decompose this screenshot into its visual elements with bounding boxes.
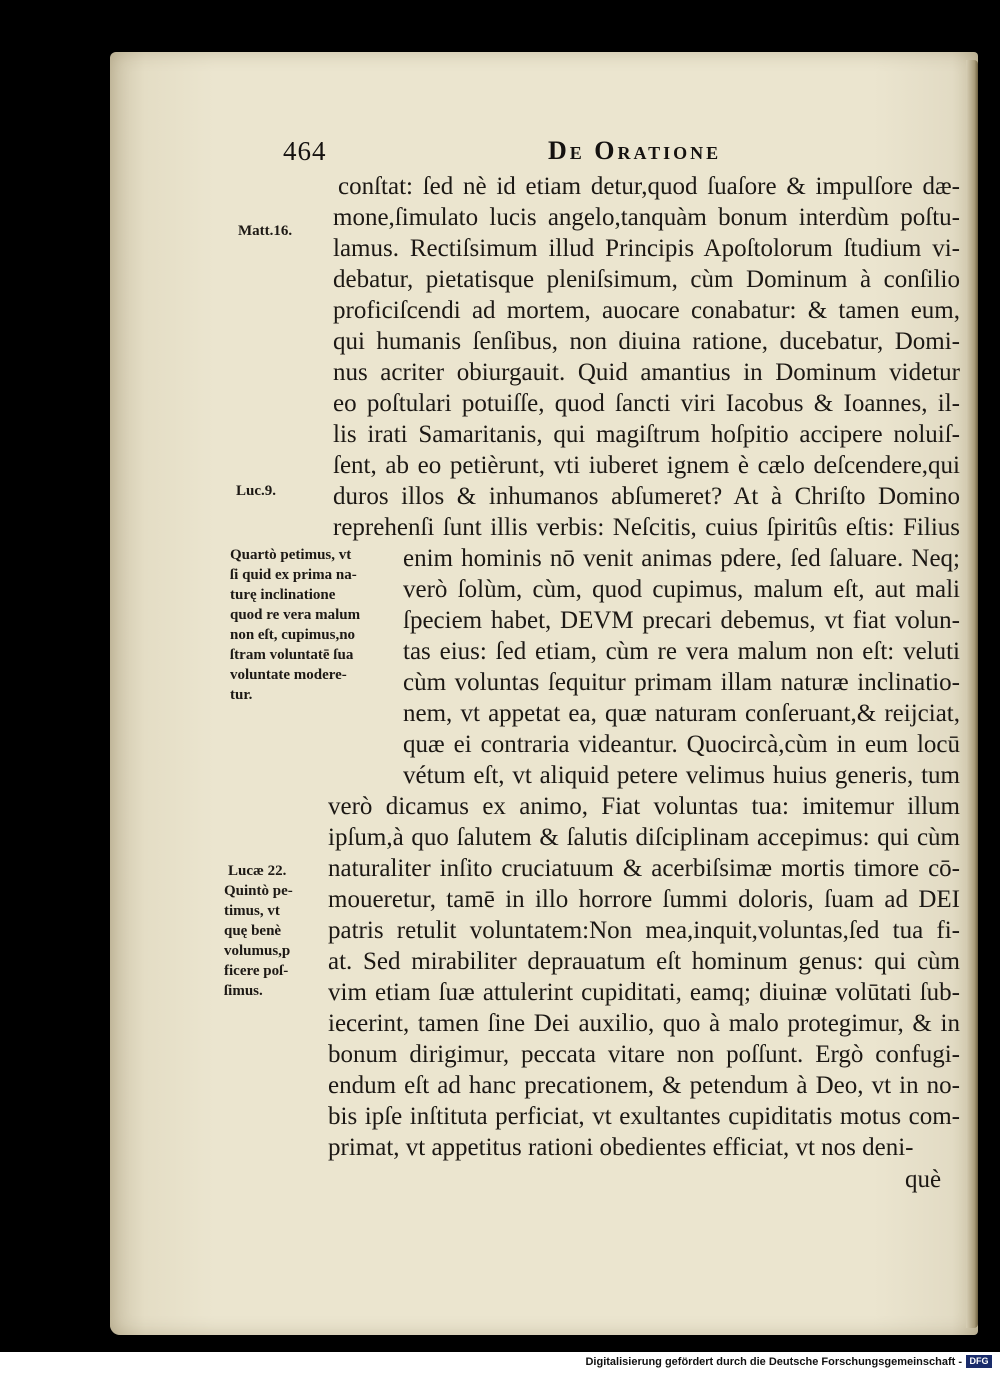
- text-line: ipſum,à quo ſalutem & ſalutis diſciplinam accepimus: qui cùm: [328, 824, 960, 851]
- margin-note: volumus,p: [224, 943, 291, 959]
- catchword: què: [905, 1166, 942, 1193]
- margin-note: ſtram voluntatē ſua: [230, 647, 354, 663]
- margin-note: tur.: [230, 687, 253, 703]
- margin-note: non eſt, cupimus,no: [230, 627, 356, 643]
- text-line: nem, vt appetat ea, quæ naturam conſeruant,& reijciat,: [403, 700, 960, 727]
- margin-note: Lucæ 22.: [228, 863, 287, 879]
- text-line: verò dicamus ex animo, Fiat voluntas tua: imitemur illum: [328, 793, 960, 820]
- margin-note: Luc.9.: [236, 483, 277, 499]
- margin-note: ſimus.: [224, 983, 263, 999]
- text-line: conſtat: ſed nè id etiam detur,quod ſuaſore & impulſore dæ-: [338, 173, 960, 200]
- margin-note: voluntate modere-: [230, 667, 347, 683]
- dfg-logo-icon: DFG: [966, 1355, 992, 1368]
- text-line: vétum eſt, vt aliquid petere velimus huius generis, tum: [403, 762, 960, 789]
- text-line: verò ſolùm, cùm, quod cupimus, malum eſt, aut mali: [403, 576, 960, 603]
- margin-note: quę benè: [224, 923, 282, 939]
- text-line: bonum dirigimur, peccata vitare non poſſunt. Ergò confugi-: [328, 1041, 960, 1068]
- text-line: reprehenſi ſunt illis verbis: Neſcitis, cuius ſpiritûs eſtis: Filius: [333, 514, 960, 541]
- margin-note: quod re vera malum: [230, 607, 361, 623]
- digitization-credit: Digitalisierung gefördert durch die Deutsche Forschungsgemeinschaft -: [585, 1356, 962, 1368]
- text-line: at. Sed mirabiliter deprauatum eſt hominum genus: qui cùm: [328, 948, 960, 975]
- margin-note: Matt.16.: [238, 223, 293, 239]
- text-line: moueretur, tamē in illo horrore ſummi doloris, ſuam ad DEI: [328, 886, 960, 913]
- text-line: bis ipſe inſtituta perficiat, vt exultantes cupiditatis motus com-: [328, 1103, 960, 1130]
- text-line: eo poſtulari potuiſſe, quod ſancti viri Iacobus & Ioannes, il-: [333, 390, 960, 417]
- text-line: iecerint, tamen ſine Dei auxilio, quo à malo protegimur, & in: [328, 1010, 960, 1037]
- margin-note: ficere poſ-: [224, 963, 289, 979]
- margin-note: Quartò petimus, vt: [230, 547, 352, 563]
- margin-note: ſi quid ex prima na-: [230, 567, 357, 583]
- text-line: primat, vt appetitus rationi obedientes efficiat, vt nos deni-: [328, 1134, 914, 1161]
- text-line: ſpeciem habet, DEVM precari debemus, vt fiat volun-: [403, 607, 960, 634]
- running-head: De Oratione: [548, 136, 722, 165]
- text-line: nus acriter obiurgauit. Quid amantius in Dominum videtur: [333, 359, 960, 386]
- margin-note: timus, vt: [224, 903, 280, 919]
- text-line: enim hominis nō venit animas pdere, ſed ſaluare. Neq;: [403, 545, 960, 572]
- text-line: proficiſcendi ad mortem, auocare conabatur: & tamen eum,: [333, 297, 960, 324]
- text-line: quæ ei contraria videantur. Quocircà,cùm in eum locū: [403, 731, 960, 758]
- margin-note: Quintò pe-: [224, 883, 293, 899]
- text-line: endum eſt ad hanc precationem, & petendum à Deo, vt in no-: [328, 1072, 960, 1099]
- text-line: tas eius: ſed etiam, cùm re vera malum non eſt: veluti: [403, 638, 960, 665]
- text-line: debatur, pietatisque pleniſsimum, cùm Dominum à conſilio: [333, 266, 960, 293]
- text-line: lis irati Samaritanis, qui magiſtrum hoſpitio accipere noluiſ-: [333, 421, 960, 448]
- text-line: patris retulit voluntatem:Non mea,inquit,voluntas,ſed tua fi-: [328, 917, 960, 944]
- text-line: mone,ſimulato lucis angelo,tanquàm bonum interdùm poſtu-: [333, 204, 960, 231]
- text-line: lamus. Rectiſsimum illud Principis Apoſtolorum ſtudium vi-: [333, 235, 960, 262]
- page-number: 464: [283, 136, 327, 166]
- text-line: vim etiam ſuæ attulerint cupiditati, eamq; diuinæ volūtati ſub-: [328, 979, 960, 1006]
- page-header: [0, 136, 1000, 176]
- text-line: naturaliter inſito cruciatuum & acerbiſsimæ mortis timore cō-: [328, 855, 960, 882]
- text-line: qui humanis ſenſibus, non diuina ratione, ducebatur, Domi-: [333, 328, 960, 355]
- text-line: ſent, ab eo petièrunt, vti iuberet ignem è cælo deſcendere,qui: [333, 452, 960, 479]
- text-line: duros illos & inhumanos abſumeret? At à Chriſto Domino: [333, 483, 960, 510]
- text-line: cùm voluntas ſequitur primam illam naturæ inclinatio-: [403, 669, 960, 696]
- page-edge: [966, 60, 978, 1328]
- margin-note: turę inclinatione: [230, 587, 336, 603]
